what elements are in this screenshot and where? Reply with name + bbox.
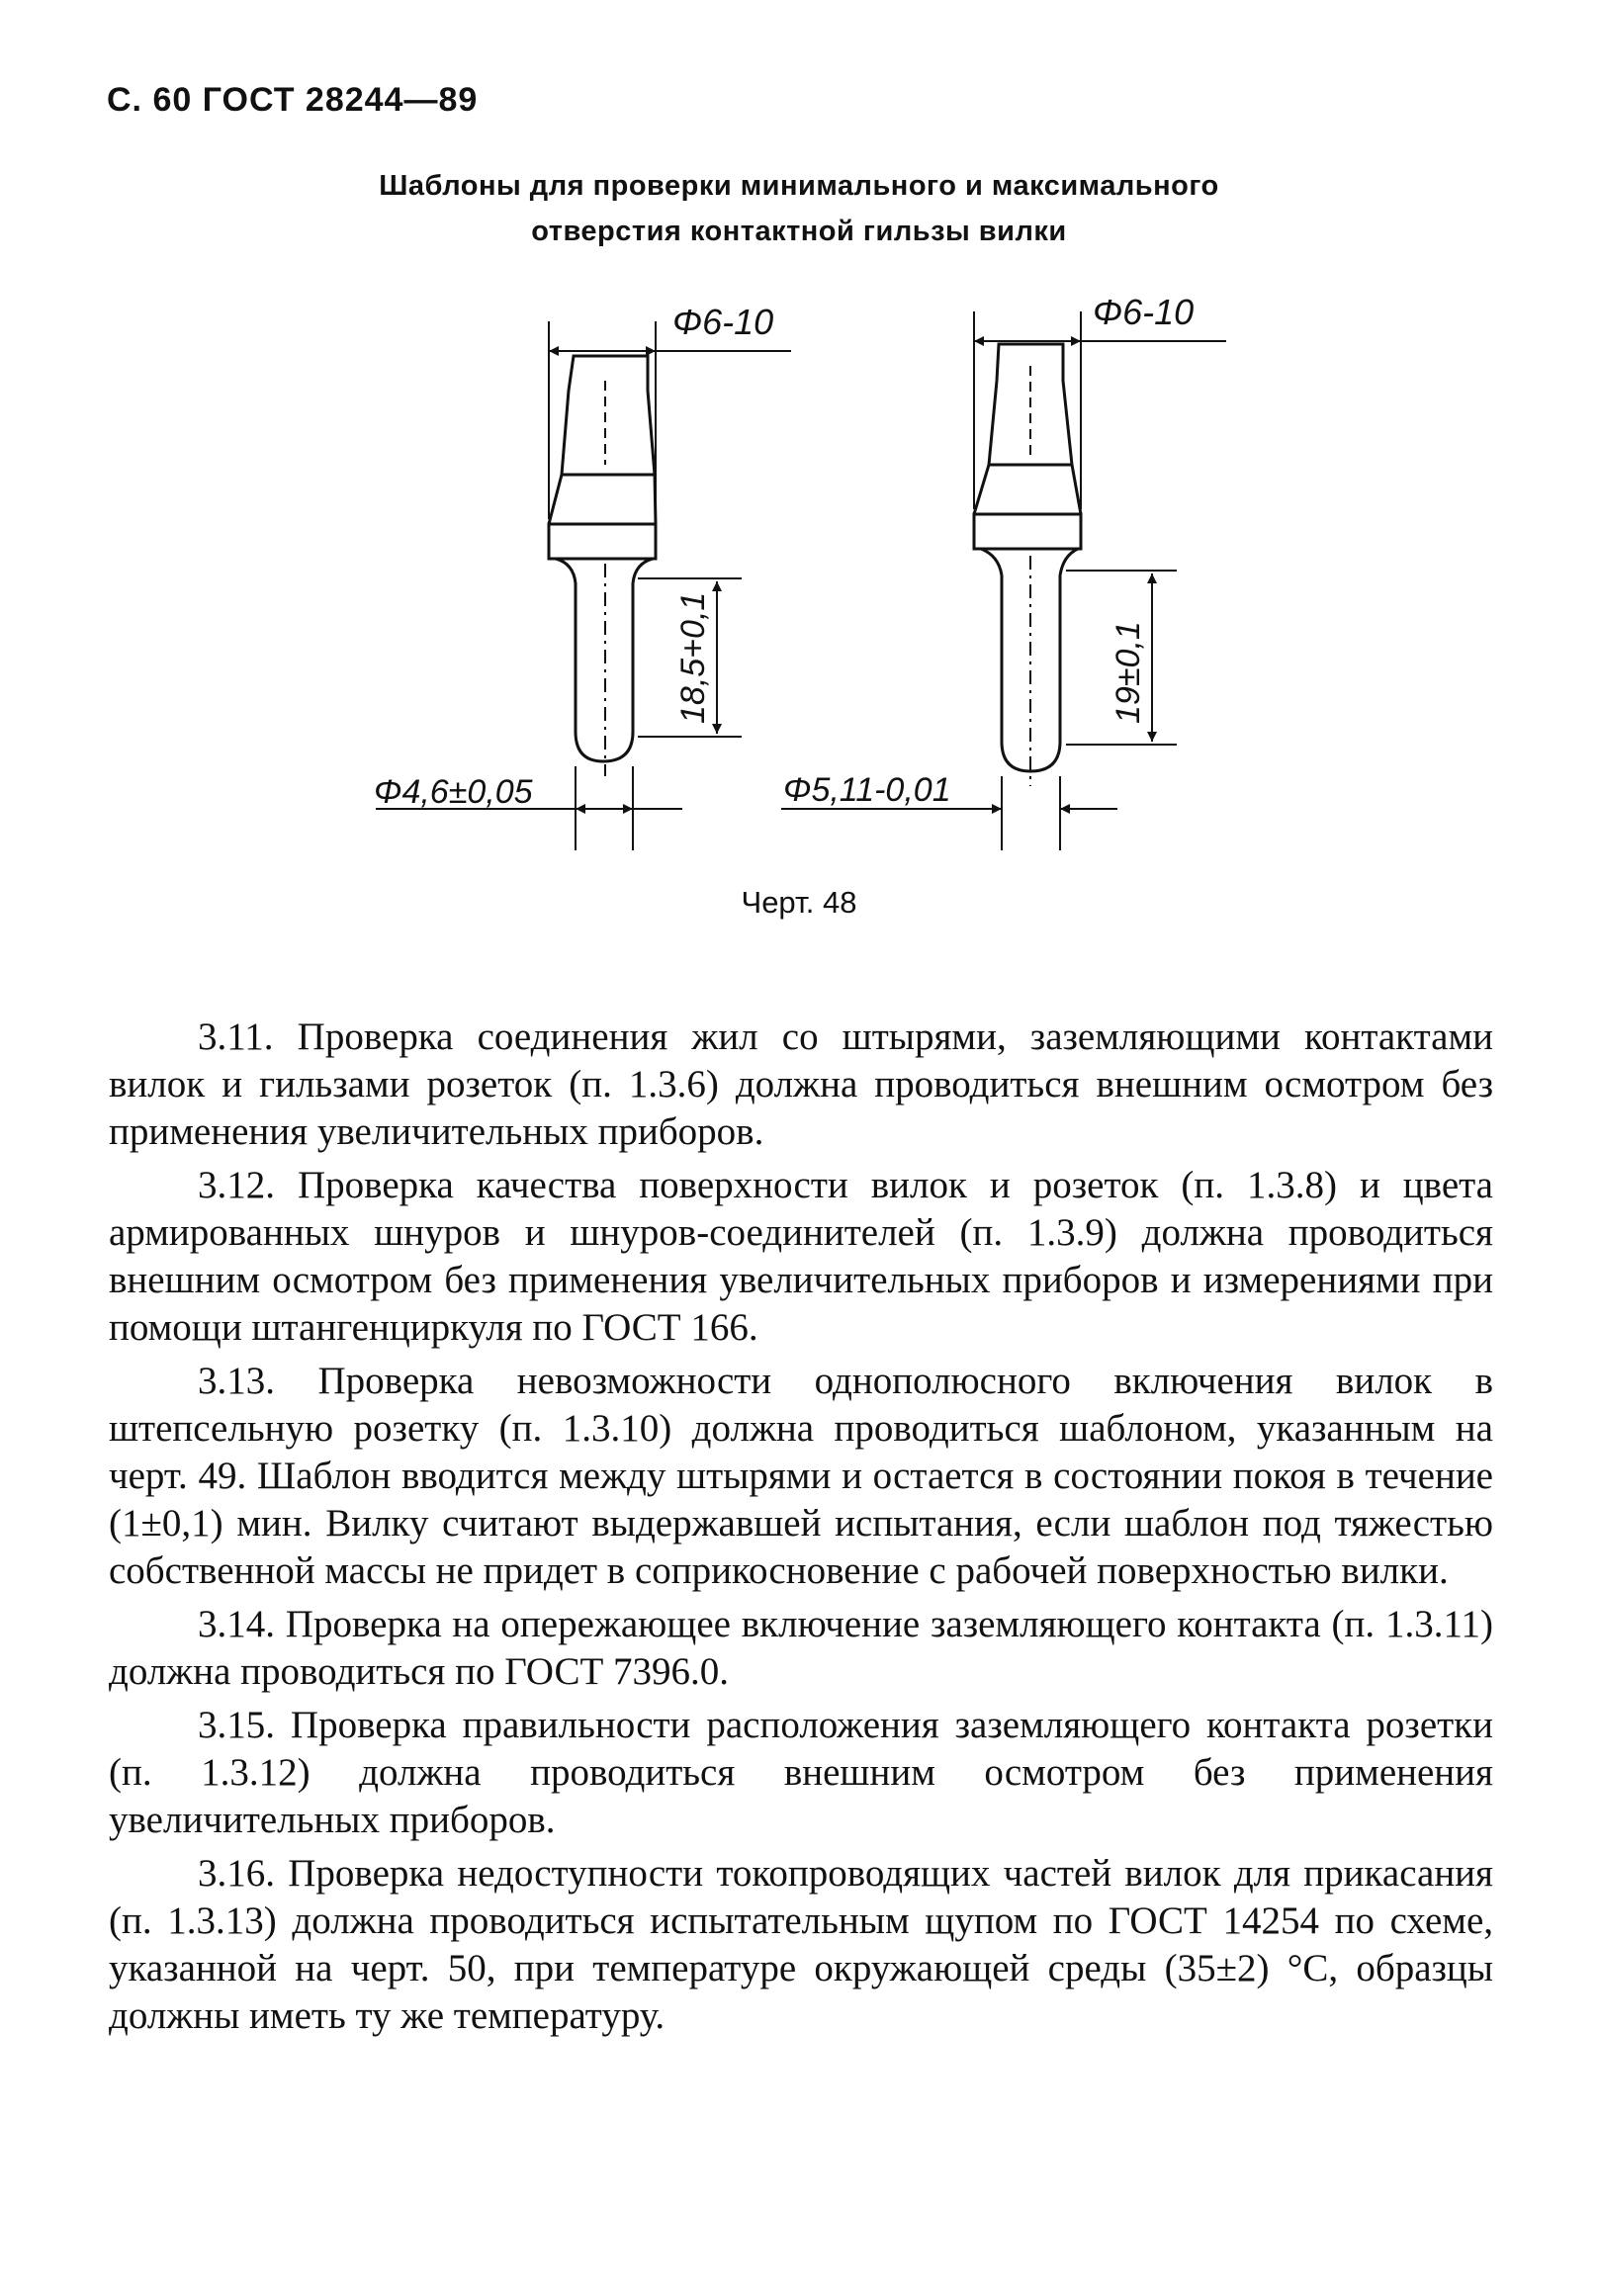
figure-title-line-2: отверстия контактной гильзы вилки [531, 216, 1067, 247]
figure-caption: Черт. 48 [741, 885, 857, 920]
left-top-dimension: Φ6-10 [672, 302, 774, 342]
left-height-dimension: 18,5+0,1 [674, 591, 712, 724]
left-gauge [549, 321, 742, 850]
paragraph-3-16: 3.16. Проверка недоступности токопроводящих частей вилок для прикасания (п. 1.3.13) должна проводиться испытательным щупом по ГОСТ 14254 по схеме, указанной на черт. 50, при температуре окружающей среды (35±2) °С, образцы должны иметь ту же температуру. [109, 1852, 1493, 2037]
page-header: С. 60 ГОСТ 28244—89 [107, 81, 479, 119]
body-text [109, 1014, 1493, 2046]
right-height-dimension: 19±0,1 [1110, 621, 1147, 724]
paragraph-3-15: 3.15. Проверка правильности расположения заземляющего контакта розетки (п. 1.3.12) должна проводиться внешним осмотром без применения увеличительных приборов. [109, 1704, 1493, 1841]
paragraph-3-12: 3.12. Проверка качества поверхности вилок и розеток (п. 1.3.8) и цвета армированных шнуров и шнуров-соединителей (п. 1.3.9) должна проводиться внешним осмотром без применения увеличительных приборов и измерениями при помощи штангенциркуля по ГОСТ 166. [109, 1164, 1493, 1349]
left-dimensions [376, 351, 791, 809]
right-top-dimension: Φ6-10 [1093, 292, 1195, 332]
paragraph-3-11: 3.11. Проверка соединения жил со штырями, заземляющими контактами вилок и гильзами розеток (п. 1.3.6) должна проводиться внешним осмотром без применения увеличительных приборов. [109, 1016, 1493, 1153]
right-dimensions [781, 341, 1226, 809]
technical-drawing [0, 267, 1598, 870]
right-bottom-dimension: Φ5,11-0,01 [783, 771, 951, 809]
paragraph-3-13: 3.13. Проверка невозможности однополюсного включения вилок в штепсельную розетку (п. 1.3.10) должна проводиться шаблоном, указанным на черт. 49. Шаблон вводится между штырями и остается в состоянии покоя в течение (1±0,1) мин. Вилку считают выдержавшей испытания, если шаблон под тяжестью собственной массы не придет в соприкосновение с рабочей поверхностью вилки. [109, 1360, 1493, 1592]
figure-title-line-1: Шаблоны для проверки минимального и максимального [379, 170, 1219, 202]
right-gauge [974, 311, 1177, 850]
paragraph-3-14: 3.14. Проверка на опережающее включение заземляющего контакта (п. 1.3.11) должна проводиться по ГОСТ 7396.0. [109, 1603, 1493, 1693]
left-bottom-dimension: Φ4,6±0,05 [374, 773, 533, 811]
